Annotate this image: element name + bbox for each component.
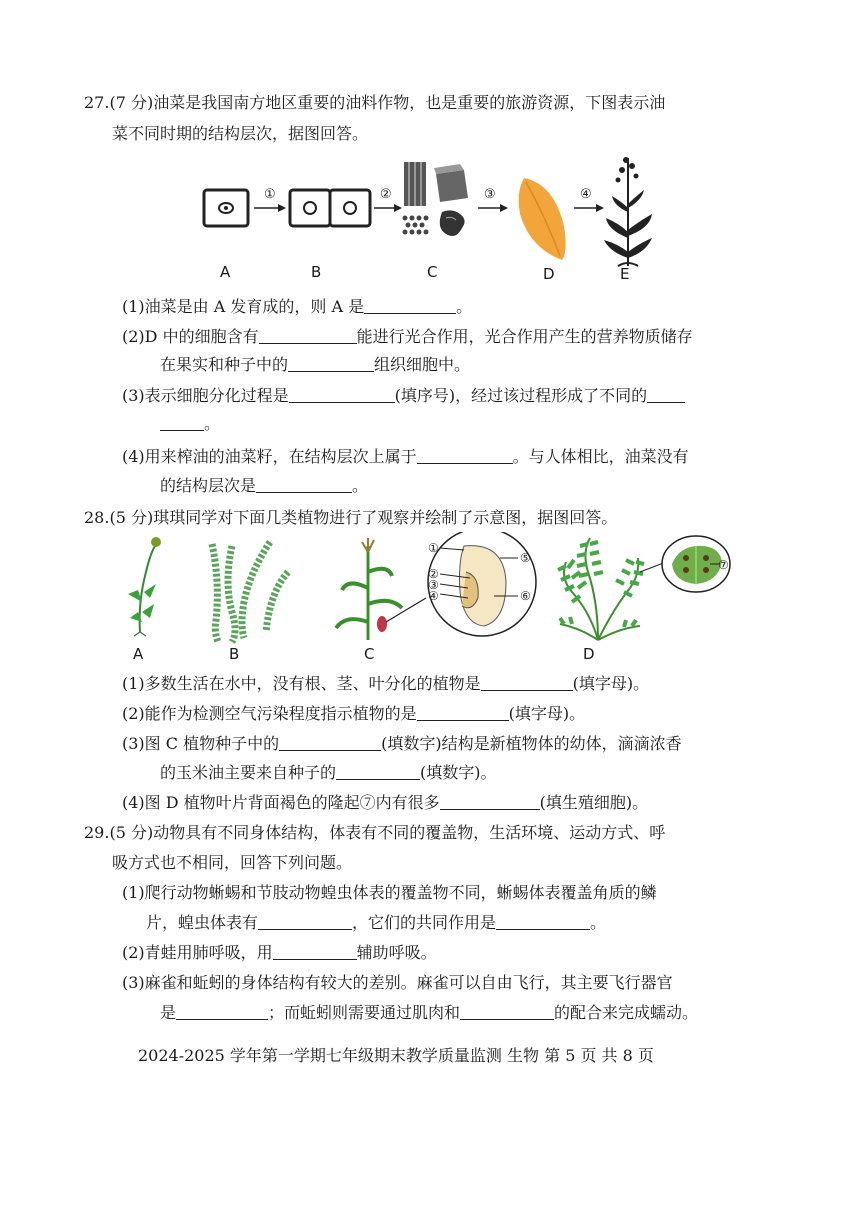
tissues-c-icon — [400, 162, 468, 238]
q28-sub3-text-c: 的玉米油主要来自种子的 — [160, 763, 337, 782]
q29-sub1-end: 。 — [590, 913, 607, 932]
q27-sub4-end: 。 — [352, 476, 369, 495]
q28-sub2-blank[interactable] — [417, 704, 509, 721]
q27-sub4-line1 — [122, 446, 689, 468]
q27-sub4-blank-2[interactable] — [256, 476, 352, 493]
q29-stem-line2: 吸方式也不相同，回答下列问题。 — [112, 853, 353, 872]
q27-sub4-text-a: (4)用来榨油的油菜籽，在结构层次上属于 — [122, 447, 417, 466]
q27-sub1-text: (1)油菜是由 A 发育成的，则 A 是 — [122, 297, 365, 316]
q28-sub2-text: (2)能作为检测空气污染程度指示植物的是 — [122, 704, 417, 723]
q28-sub1-text: (1)多数生活在水中，没有根、茎、叶分化的植物是 — [122, 674, 481, 693]
q27-sub2-text-b: 能进行光合作用，光合作用产生的营养物质储存 — [356, 327, 693, 346]
arrow-4-icon — [574, 204, 604, 212]
arrow-3-icon — [478, 204, 508, 212]
q29-sub2-end: 辅助呼吸。 — [356, 943, 437, 962]
seed-part-1: ① — [428, 541, 439, 555]
q27-stem-line2: 菜不同时期的结构层次，据图回答。 — [112, 124, 369, 143]
q29-sub3-blank-2[interactable] — [460, 1003, 554, 1020]
q27-sub4-line2 — [160, 475, 368, 497]
q28-sub1 — [122, 673, 649, 695]
q29-sub1-blank-1[interactable] — [258, 913, 352, 930]
q27-sub2-text-c: 在果实和种子中的 — [160, 355, 289, 374]
q28-sub3-line1 — [122, 733, 682, 755]
q29-sub1-text-b: 片，蝗虫体表有 — [146, 913, 259, 932]
arrow-1-icon — [254, 204, 286, 212]
q28-sub3-line2 — [160, 762, 497, 784]
q29-sub3-text-c: ；而蚯蚓则需要通过肌肉和 — [268, 1003, 461, 1022]
corn-plant-c-icon — [336, 538, 426, 640]
q28-sub1-end: (填字母)。 — [572, 674, 650, 693]
q27-sub4-text-c: 的结构层次是 — [160, 476, 257, 495]
q27-sub3-text-a: (3)表示细胞分化过程是 — [122, 386, 289, 405]
q27-sub3-line2 — [160, 413, 220, 435]
seed-part-2: ② — [428, 567, 439, 581]
q29-sub3-line1: (3)麻雀和蚯蚓的身体结构有较大的差别。麻雀可以自由飞行，其主要飞行器官 — [122, 973, 673, 992]
fig27-label-c: C — [427, 263, 438, 281]
q28-sub3-blank-2[interactable] — [336, 763, 420, 780]
q27-sub3-text-b: (填序号)，经过该过程形成了不同的 — [394, 386, 648, 405]
q28-stem: 28.(5 分)琪琪同学对下面几类植物进行了观察并绘制了示意图，据图回答。 — [84, 508, 618, 527]
seed-part-3: ③ — [428, 578, 439, 592]
q29-sub3-blank-1[interactable] — [176, 1003, 268, 1020]
fig27-label-d: D — [543, 265, 555, 283]
q27-sub1-blank[interactable] — [364, 297, 456, 314]
q29-sub2-text: (2)青蛙用肺呼吸，用 — [122, 943, 273, 962]
fig27-label-a: A — [220, 263, 231, 281]
step-4-label: ④ — [580, 187, 592, 202]
page-footer: 2024-2025 学年第一学期七年级期末教学质量监测 生物 第 5 页 共 8 页 — [138, 1046, 654, 1065]
q27-sub4-blank-1[interactable] — [417, 447, 513, 464]
q28-sub4-end: (填生殖细胞)。 — [539, 793, 649, 812]
algae-b-icon — [212, 542, 288, 642]
fig27-label-b: B — [311, 263, 322, 281]
leaf-d-icon — [519, 178, 566, 260]
q27-sub3-line1 — [122, 385, 685, 407]
q28-sub2-end: (填字母)。 — [508, 704, 586, 723]
seed-part-6: ⑥ — [520, 589, 531, 603]
fig27-label-e: E — [620, 265, 630, 283]
q27-sub3-blank-1[interactable] — [289, 386, 395, 403]
fig28-label-d: D — [583, 645, 595, 663]
fig28-label-a: A — [133, 645, 144, 663]
q28-sub3-text-b: (填数字)结构是新植物体的幼体，滴滴浓香 — [381, 734, 682, 753]
q27-sub3-end: 。 — [204, 414, 221, 433]
fig28-label-b: B — [229, 645, 240, 663]
fig28-label-c: C — [364, 645, 375, 663]
q27-stem-line1: 27.(7 分)油菜是我国南方地区重要的油料作物，也是重要的旅游资源，下图表示油 — [84, 93, 666, 112]
q28-sub4-blank[interactable] — [440, 793, 540, 810]
seed-part-5: ⑤ — [520, 551, 531, 565]
q27-sub1-end: 。 — [456, 297, 473, 316]
fern-leaf-diagram — [662, 536, 730, 592]
cell-a-icon — [204, 190, 248, 226]
moss-a-icon — [128, 537, 161, 636]
q27-sub2-text-a: (2)D 中的细胞含有 — [122, 327, 259, 346]
corn-seed-diagram — [428, 532, 536, 636]
q29-stem-line1: 29.(5 分)动物具有不同身体结构，体表有不同的覆盖物，生活环境、运动方式、呼 — [84, 823, 666, 842]
q27-sub2-text-d: 组织细胞中。 — [374, 355, 471, 374]
step-3-label: ③ — [484, 187, 496, 202]
fern-part-7: ⑦ — [718, 558, 729, 572]
q29-sub2 — [122, 942, 437, 964]
q27-sub1 — [122, 296, 472, 318]
q28-sub1-blank[interactable] — [481, 674, 573, 691]
q28-sub4 — [122, 792, 648, 814]
q27-sub3-blank-2b[interactable] — [160, 414, 204, 431]
q28-sub2 — [122, 703, 585, 725]
q27-sub2-line2 — [160, 354, 470, 376]
rapeseed-plant-e-icon — [604, 157, 652, 266]
q27-sub4-text-b: 。与人体相比，油菜没有 — [512, 447, 689, 466]
cell-b-icon — [290, 190, 370, 226]
q28-sub4-text: (4)图 D 植物叶片背面褐色的隆起⑦内有很多 — [122, 793, 440, 812]
seed-part-4: ④ — [428, 589, 439, 603]
q29-sub1-blank-2[interactable] — [496, 913, 590, 930]
q27-sub2-blank-1[interactable] — [259, 327, 357, 344]
q29-sub3-end: 的配合来完成蠕动。 — [554, 1003, 699, 1022]
q27-sub3-blank-2a[interactable] — [647, 386, 685, 403]
q29-sub1-text-c: ，它们的共同作用是 — [352, 913, 497, 932]
q28-sub3-blank-1[interactable] — [279, 734, 381, 751]
q27-sub2-line1 — [122, 326, 693, 348]
q28-figure — [120, 532, 760, 652]
q29-sub3-text-b: 是 — [160, 1003, 177, 1022]
fern-d-icon — [558, 538, 666, 640]
q28-sub3-text-a: (3)图 C 植物种子中的 — [122, 734, 280, 753]
arrow-2-icon — [374, 204, 402, 212]
q29-sub3-line2 — [160, 1002, 698, 1024]
q29-sub2-blank[interactable] — [273, 943, 357, 960]
q29-sub1-line2 — [146, 912, 606, 934]
q29-sub1-line1: (1)爬行动物蜥蜴和节肢动物蝗虫体表的覆盖物不同，蜥蜴体表覆盖角质的鳞 — [122, 883, 657, 902]
q27-sub2-blank-2[interactable] — [288, 355, 374, 372]
step-2-label: ② — [380, 187, 392, 202]
step-1-label: ① — [264, 187, 276, 202]
q28-sub3-end: (填数字)。 — [420, 763, 497, 782]
